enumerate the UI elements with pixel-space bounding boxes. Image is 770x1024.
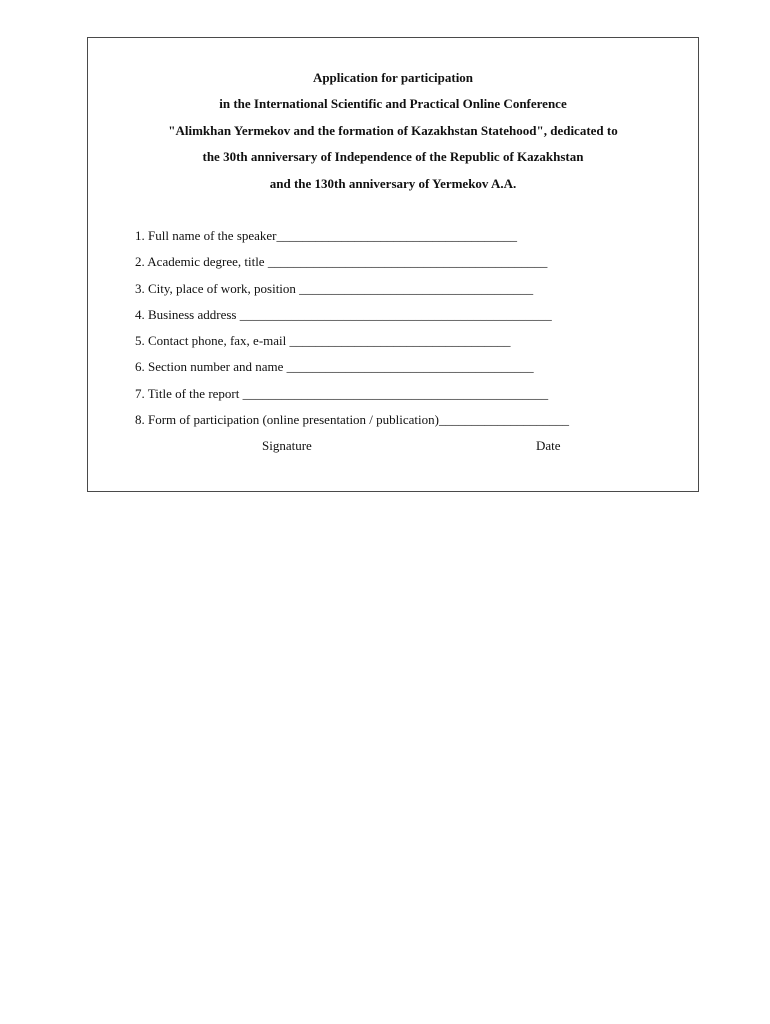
field-participation-form: 8. Form of participation (online presentation / publication)____________________ (135, 412, 569, 428)
form-title (88, 69, 698, 201)
field-section: 6. Section number and name ______________________________________ (135, 359, 534, 375)
signature-label: Signature (262, 438, 312, 453)
application-form (87, 37, 699, 492)
field-contact: 5. Contact phone, fax, e-mail __________________________________ (135, 333, 511, 349)
title-line-1: Application for participation (312, 70, 474, 85)
field-report-title: 7. Title of the report _______________________________________________ (135, 385, 549, 401)
field-full-name: 1. Full name of the speaker_____________________________________ (135, 228, 518, 243)
field-business-address: 4. Business address ________________________________________________ (135, 306, 552, 322)
form-fields (135, 227, 569, 437)
title-line-2: in the International Scientific and Practical Online Conference (219, 96, 567, 112)
title-line-5: and the 130th anniversary of Yermekov A.A. (269, 175, 517, 191)
date-label: Date (536, 438, 561, 453)
title-line-3: "Alimkhan Yermekov and the formation of Kazakhstan Statehood", dedicated to (168, 122, 618, 138)
field-city-work-position: 3. City, place of work, position ____________________________________ (135, 280, 534, 296)
field-academic-degree: 2. Academic degree, title ___________________________________________ (135, 254, 548, 270)
title-line-4: the 30th anniversary of Independence of the Republic of Kazakhstan (202, 149, 584, 165)
